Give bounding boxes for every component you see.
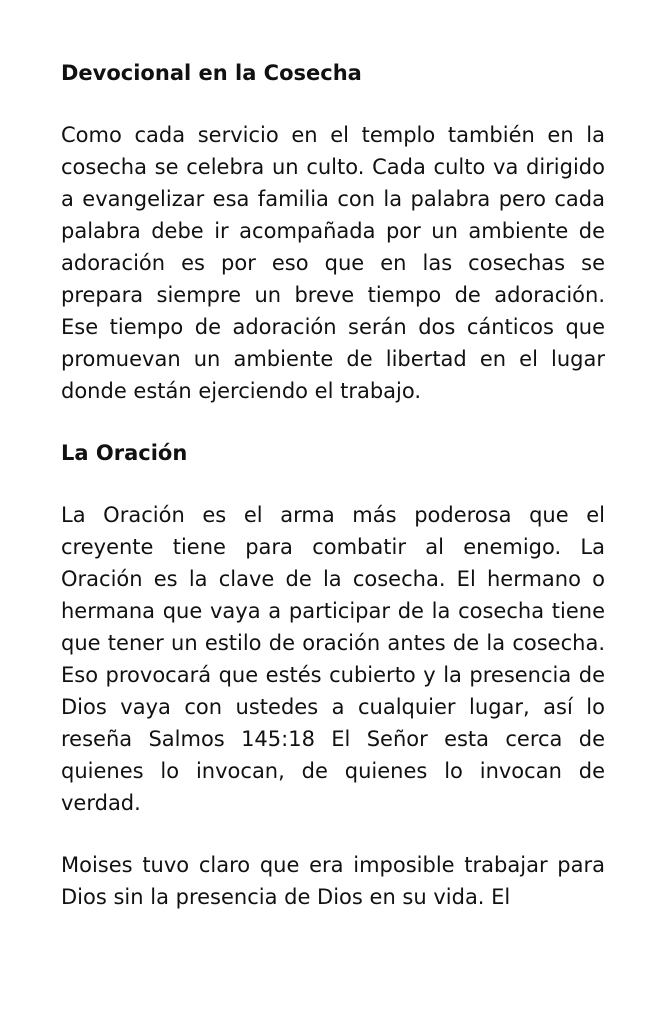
paragraph-moises: Moises tuvo claro que era imposible trabajar para Dios sin la presencia de Dios en su vida. El	[61, 853, 605, 909]
section-heading-devocional: Devocional en la Cosecha	[61, 61, 362, 85]
paragraph-oracion: La Oración es el arma más poderosa que el creyente tiene para combatir al enemigo. La Oración es la clave de la cosecha. El hermano o hermana que vaya a participar de la cosecha tiene que tener un estilo de oración antes de la cosecha. Eso provocará que estés cubierto y la presencia de Dios vaya con ustedes a cualquier lugar, así lo reseña Salmos 145:18 El Señor esta cerca de quienes lo invocan, de quienes lo invocan de verdad.	[61, 503, 605, 815]
document-page	[61, 57, 605, 913]
section-heading-oracion: La Oración	[61, 441, 188, 465]
paragraph-devocional: Como cada servicio en el templo también en la cosecha se celebra un culto. Cada culto va dirigido a evangelizar esa familia con la palabra pero cada palabra debe ir acompañada por un ambiente de adoración es por eso que en las cosechas se prepara siempre un breve tiempo de adoración. Ese tiempo de adoración serán dos cánticos que promuevan un ambiente de libertad en el lugar donde están ejerciendo el trabajo.	[61, 123, 605, 403]
